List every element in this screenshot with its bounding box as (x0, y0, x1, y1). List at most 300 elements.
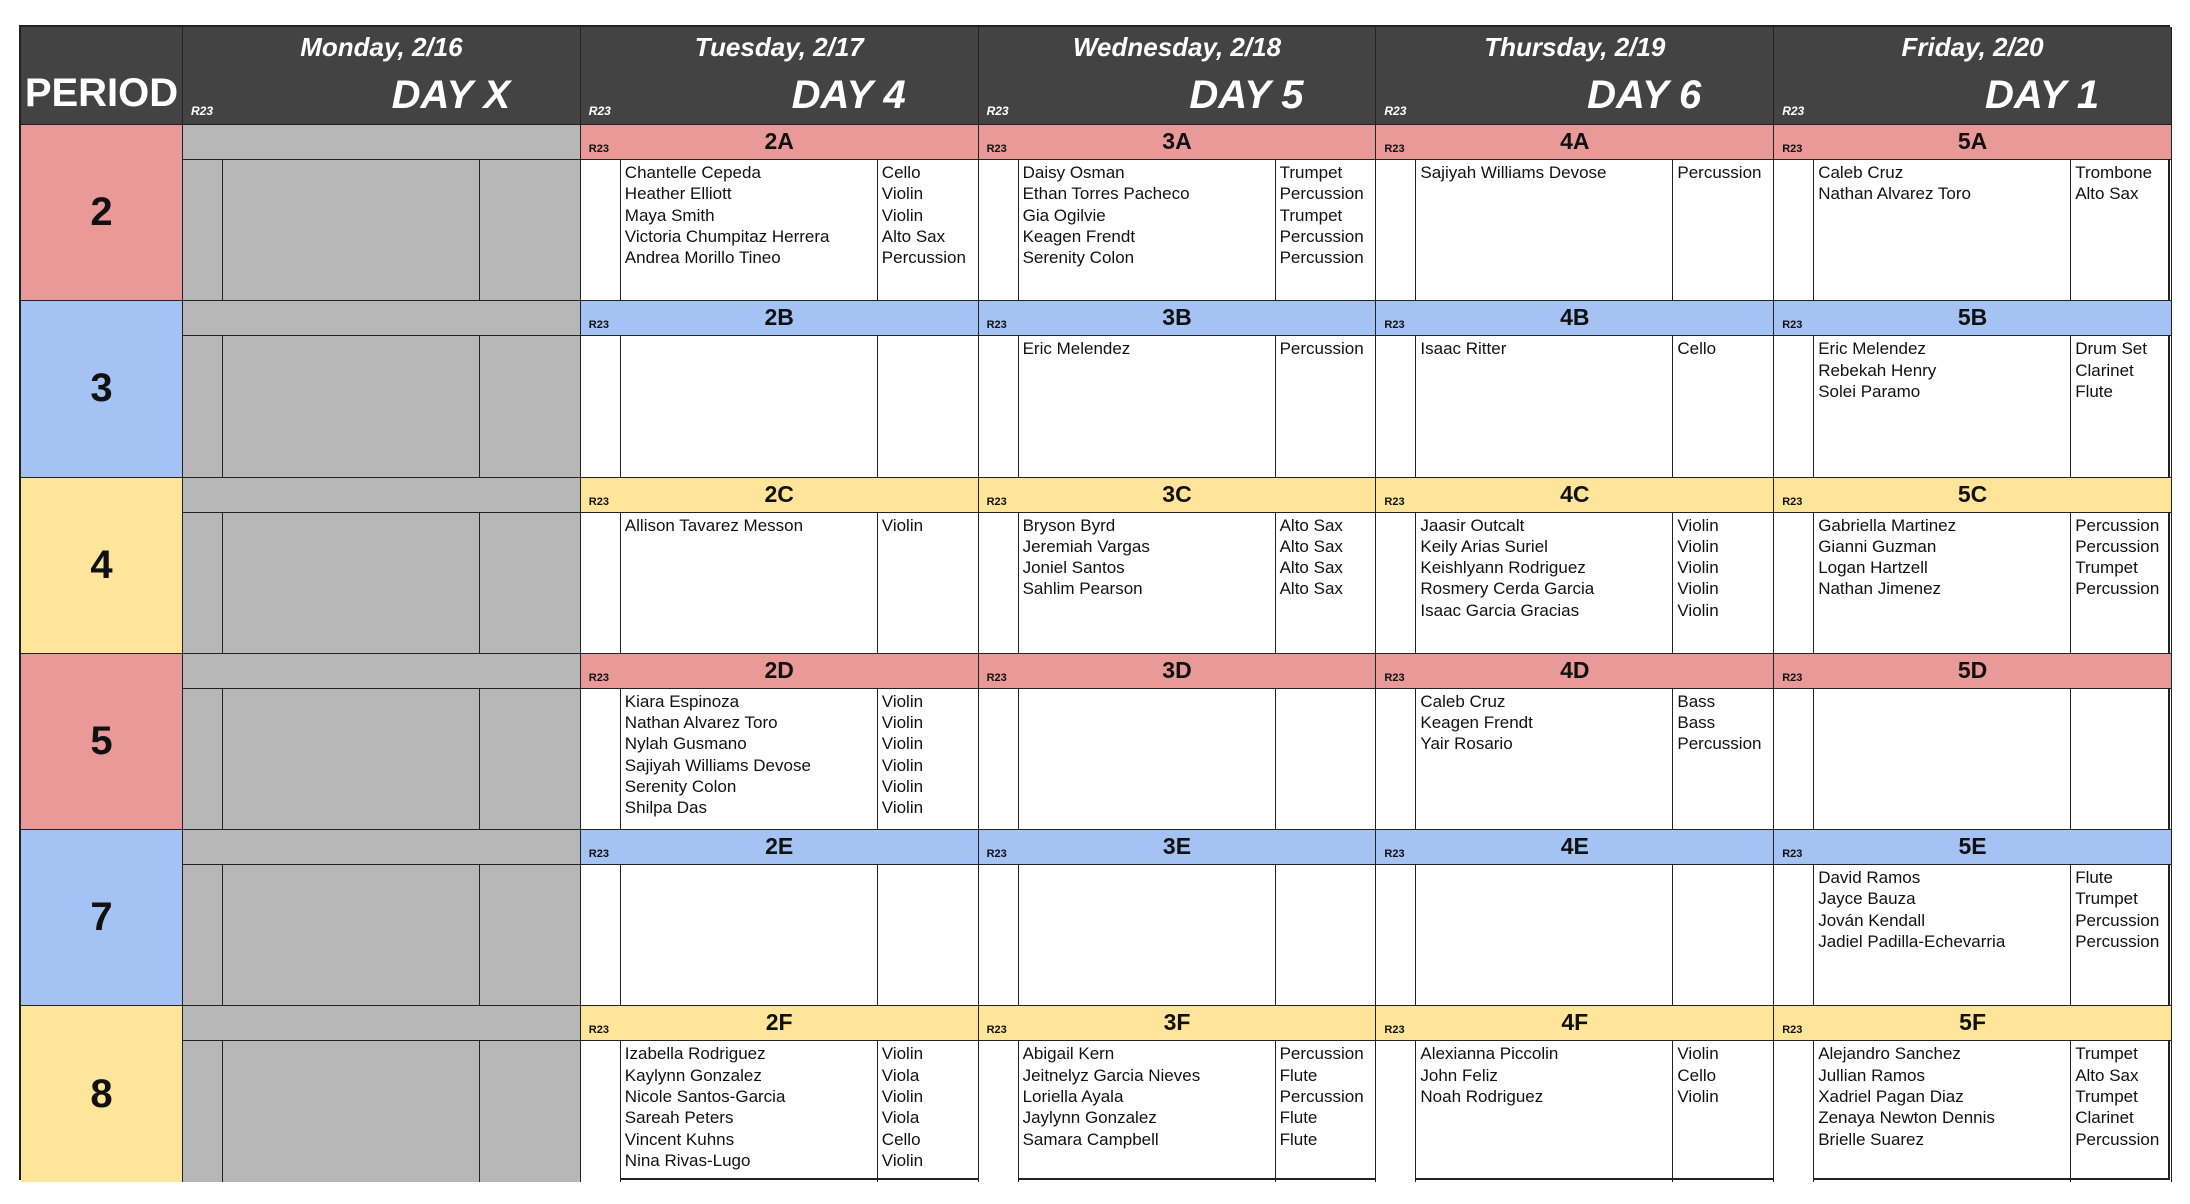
day-date: Monday, 2/16 (300, 32, 463, 62)
student-name: Jayce Bauza (1818, 889, 1916, 909)
student-names (1814, 336, 2071, 476)
student-names (621, 513, 878, 653)
spacer-column (1774, 160, 1814, 300)
instrument: Percussion (1279, 339, 1364, 359)
day-date: Wednesday, 2/18 (1072, 32, 1282, 62)
spacer-column (581, 865, 621, 1005)
room-tag: R23 (1782, 143, 1803, 155)
instrument: Alto Sax (1279, 558, 1343, 578)
student-name: Caleb Cruz (1420, 691, 1506, 711)
slot-body (581, 336, 978, 476)
period-label: 5 (21, 653, 183, 829)
spacer-column (183, 865, 223, 1005)
student-name: Daisy Osman (1022, 163, 1125, 182)
slot-header (1774, 830, 2171, 865)
section-code: 4D (1560, 656, 1590, 683)
room-tag: R23 (986, 319, 1007, 332)
slot-header (1774, 1006, 2171, 1041)
student-name: Isaac Garcia Gracias (1420, 600, 1580, 620)
instrument: Percussion (1279, 184, 1364, 204)
student-name: Kiara Espinoza (624, 691, 740, 711)
student-name: Serenity Colon (1022, 248, 1135, 268)
room-tag: R23 (588, 671, 609, 684)
instrument: Violin (1677, 1087, 1719, 1107)
instrument: Violin (881, 798, 924, 818)
class-slot (581, 829, 979, 1005)
instrument: Trumpet (2075, 1044, 2138, 1064)
student-names (223, 336, 480, 476)
slot-body (183, 1041, 580, 1181)
student-instruments (1276, 689, 1376, 829)
class-slot (979, 477, 1377, 653)
room-tag: R23 (986, 671, 1007, 684)
slot-body (979, 336, 1376, 476)
section-code: 5B (1957, 304, 1988, 331)
slot-body (183, 513, 580, 653)
room-tag: R23 (986, 848, 1007, 861)
instrument: Alto Sax (1279, 536, 1343, 556)
instrument: Percussion (2075, 579, 2160, 599)
class-slot (581, 477, 979, 653)
day-header (979, 27, 1377, 124)
instrument: Alto Sax (881, 226, 946, 246)
student-names (223, 1041, 480, 1181)
slot-header (183, 1006, 580, 1041)
instrument: Clarinet (2075, 360, 2134, 380)
slot-header (1376, 478, 1773, 513)
slot-body (1376, 689, 1773, 829)
student-names (1814, 160, 2071, 300)
student-name: Nicole Santos-Garcia (624, 1087, 786, 1107)
student-names (621, 1041, 878, 1181)
day-number: DAY 5 (1189, 73, 1304, 117)
student-instruments (480, 689, 580, 829)
student-instruments (1276, 865, 1376, 1005)
instrument: Alto Sax (2075, 1065, 2139, 1085)
student-name: Heather Elliott (624, 184, 732, 204)
student-name: Logan Hartzell (1818, 558, 1928, 578)
day-number: DAY 1 (1984, 73, 2100, 117)
period-header: PERIOD (21, 27, 183, 124)
instrument: Violin (881, 184, 924, 204)
student-name: Jován Kendall (1818, 910, 1925, 930)
class-slot (581, 124, 979, 300)
student-instruments (878, 160, 978, 300)
instrument: Alto Sax (1279, 579, 1343, 599)
student-names (621, 865, 878, 1005)
instrument: Violin (1677, 536, 1719, 556)
student-name: Victoria Chumpitaz Herrera (624, 226, 830, 246)
room-tag: R23 (1782, 848, 1803, 861)
slot-body (1376, 160, 1773, 300)
slot-header (581, 654, 978, 689)
student-names (1416, 865, 1673, 1005)
period-label: 8 (21, 1005, 183, 1181)
student-name: Serenity Colon (624, 777, 737, 797)
student-names (223, 689, 480, 829)
period-label: 3 (21, 300, 183, 476)
slot-body (1774, 1041, 2171, 1181)
student-instruments (480, 336, 580, 476)
slot-header (183, 830, 580, 865)
instrument: Violin (1677, 600, 1719, 620)
class-slot (1774, 300, 2172, 476)
student-name: Nina Rivas-Lugo (624, 1150, 751, 1170)
student-names (223, 160, 480, 300)
student-names (223, 513, 480, 653)
instrument: Alto Sax (2075, 184, 2139, 204)
student-instruments (2071, 160, 2171, 300)
room-tag: R23 (1384, 671, 1405, 684)
instrument: Percussion (1279, 1044, 1364, 1064)
blank-slot (183, 477, 581, 653)
instrument: Violin (1677, 579, 1719, 599)
period-label: 4 (21, 477, 183, 653)
spacer-column (979, 689, 1019, 829)
instrument: Percussion (2075, 910, 2160, 930)
student-instruments (1673, 160, 1773, 300)
student-name: Keishlyann Rodriguez (1420, 558, 1586, 578)
student-names (1416, 1041, 1673, 1181)
room-tag: R23 (1384, 104, 1407, 118)
slot-body (1774, 865, 2171, 1005)
student-instruments (2071, 689, 2171, 829)
instrument: Percussion (2075, 1129, 2160, 1149)
slot-header (979, 125, 1376, 160)
room-tag: R23 (986, 1024, 1007, 1037)
spacer-column (1774, 689, 1814, 829)
student-instruments (2071, 865, 2171, 1005)
schedule-grid (19, 25, 2170, 1180)
spacer-column (581, 1041, 621, 1181)
slot-header (183, 125, 580, 160)
instrument: Trumpet (2075, 1087, 2138, 1107)
slot-header (581, 301, 978, 336)
instrument: Violin (881, 1150, 924, 1170)
student-name: Zenaya Newton Dennis (1818, 1108, 1995, 1128)
instrument: Cello (1677, 1065, 1717, 1085)
spacer-column (1376, 1041, 1416, 1181)
instrument: Flute (1279, 1129, 1318, 1149)
student-instruments (878, 1041, 978, 1181)
student-instruments (1276, 1041, 1376, 1181)
student-name: Joniel Santos (1022, 558, 1125, 578)
spacer-column (1774, 513, 1814, 653)
section-code: 2C (764, 480, 794, 507)
class-slot (979, 300, 1377, 476)
room-tag: R23 (1384, 495, 1405, 508)
instrument: Drum Set (2075, 339, 2147, 359)
instrument: Percussion (1279, 1087, 1364, 1107)
section-code: 3F (1163, 1009, 1191, 1036)
slot-header (183, 301, 580, 336)
slot-header (183, 654, 580, 689)
student-name: Xadriel Pagan Diaz (1818, 1087, 1964, 1107)
student-instruments (2071, 513, 2171, 653)
spacer-column (1376, 689, 1416, 829)
instrument: Violin (1677, 1044, 1719, 1064)
student-instruments (1673, 336, 1773, 476)
student-names (1416, 513, 1673, 653)
spacer-column (1774, 1041, 1814, 1181)
slot-header (1376, 1006, 1773, 1041)
instrument: Trumpet (2075, 558, 2138, 578)
period-label: 2 (21, 124, 183, 300)
class-slot (1376, 124, 1774, 300)
class-slot (979, 124, 1377, 300)
section-code: 3E (1162, 833, 1192, 860)
student-name: Brielle Suarez (1818, 1129, 1925, 1149)
student-instruments (1673, 865, 1773, 1005)
slot-body (1376, 1041, 1773, 1181)
slot-body (581, 1041, 978, 1181)
day-date: Tuesday, 2/17 (694, 32, 864, 62)
period-label: 7 (21, 829, 183, 1005)
section-code: 5D (1957, 656, 1988, 683)
spacer-column (979, 160, 1019, 300)
room-tag: R23 (588, 143, 609, 155)
spacer-column (581, 689, 621, 829)
instrument: Viola (881, 1108, 920, 1128)
slot-body (979, 689, 1376, 829)
spacer-column (183, 513, 223, 653)
student-name: Rebekah Henry (1818, 360, 1937, 380)
instrument: Percussion (1279, 248, 1364, 268)
slot-body (581, 689, 978, 829)
class-slot (1774, 477, 2172, 653)
student-name: Solei Paramo (1818, 381, 1921, 401)
section-code: 2A (764, 128, 794, 154)
spacer-column (581, 336, 621, 476)
day-header (1376, 27, 1774, 124)
room-tag: R23 (986, 104, 1009, 118)
student-names (1814, 865, 2071, 1005)
student-names (1416, 336, 1673, 476)
section-code: 2E (765, 833, 794, 860)
slot-header (183, 478, 580, 513)
section-code: 4F (1561, 1009, 1589, 1036)
class-slot (1774, 124, 2172, 300)
slot-header (979, 478, 1376, 513)
student-name: Jaasir Outcalt (1420, 515, 1525, 535)
section-code: 5C (1957, 480, 1988, 507)
student-name: Shilpa Das (624, 798, 708, 818)
student-instruments (480, 160, 580, 300)
instrument: Cello (881, 1129, 921, 1149)
room-tag: R23 (986, 143, 1007, 155)
slot-header (1774, 478, 2171, 513)
slot-header (1376, 125, 1773, 160)
slot-header (581, 125, 978, 160)
student-name: Keagen Frendt (1420, 713, 1533, 733)
instrument: Percussion (2075, 515, 2160, 535)
student-name: Samara Campbell (1022, 1129, 1159, 1149)
student-name: David Ramos (1818, 868, 1921, 888)
class-slot (581, 300, 979, 476)
blank-slot (183, 124, 581, 300)
student-name: Allison Tavarez Messon (624, 515, 804, 535)
slot-header (1774, 125, 2171, 160)
student-name: Isaac Ritter (1420, 339, 1507, 359)
section-code: 2F (765, 1009, 793, 1036)
spacer-column (581, 160, 621, 300)
student-names (621, 160, 878, 300)
section-code: 4B (1560, 304, 1590, 331)
instrument: Violin (881, 1044, 924, 1064)
student-instruments (878, 336, 978, 476)
slot-header (979, 301, 1376, 336)
instrument: Bass (1677, 691, 1716, 711)
student-name: Sahlim Pearson (1022, 579, 1143, 599)
instrument: Violin (881, 777, 924, 797)
student-name: Yair Rosario (1420, 734, 1513, 754)
slot-body (183, 336, 580, 476)
room-tag: R23 (1782, 1024, 1803, 1037)
slot-body (1376, 336, 1773, 476)
instrument: Flute (1279, 1108, 1318, 1128)
room-tag: R23 (588, 495, 609, 508)
slot-header (1774, 301, 2171, 336)
student-name: Nathan Alvarez Toro (1818, 184, 1971, 204)
room-tag: R23 (1384, 319, 1405, 332)
section-code: 4E (1560, 833, 1589, 860)
class-slot (581, 1005, 979, 1181)
room-tag: R23 (1782, 319, 1803, 332)
student-name: Bryson Byrd (1022, 515, 1116, 535)
slot-body (183, 865, 580, 1005)
instrument: Viola (881, 1065, 920, 1085)
student-names (1416, 160, 1673, 300)
student-instruments (480, 865, 580, 1005)
student-instruments (1276, 160, 1376, 300)
slot-body (1774, 336, 2171, 476)
slot-body (183, 689, 580, 829)
section-code: 4A (1560, 128, 1590, 154)
day-number: DAY 6 (1587, 73, 1702, 117)
student-name: Jeremiah Vargas (1022, 536, 1150, 556)
instrument: Cello (1677, 339, 1717, 359)
room-tag: R23 (588, 319, 609, 332)
section-code: 3A (1162, 128, 1192, 154)
blank-slot (183, 1005, 581, 1181)
room-tag: R23 (1782, 671, 1803, 684)
room-tag: R23 (588, 848, 609, 861)
instrument: Violin (881, 205, 924, 225)
instrument: Trumpet (1279, 163, 1343, 182)
slot-body (1376, 513, 1773, 653)
section-code: 5E (1958, 833, 1987, 860)
slot-header (1376, 301, 1773, 336)
instrument: Violin (881, 713, 924, 733)
instrument: Percussion (1677, 734, 1762, 754)
blank-slot (183, 829, 581, 1005)
instrument: Flute (2075, 381, 2113, 401)
slot-header (581, 1006, 978, 1041)
student-instruments (480, 1041, 580, 1181)
room-tag: R23 (191, 104, 214, 118)
instrument: Cello (881, 163, 921, 182)
class-slot (1376, 653, 1774, 829)
student-instruments (1673, 513, 1773, 653)
instrument: Trumpet (1279, 205, 1343, 225)
student-instruments (2071, 1041, 2171, 1181)
student-instruments (2071, 336, 2171, 476)
student-name: Loriella Ayala (1022, 1087, 1124, 1107)
instrument: Flute (1279, 1065, 1318, 1085)
spacer-column (183, 160, 223, 300)
section-code: 3B (1162, 304, 1192, 331)
slot-header (581, 478, 978, 513)
section-code: 2D (764, 656, 794, 683)
instrument: Trombone (2075, 163, 2153, 182)
student-name: Gianni Guzman (1818, 536, 1937, 556)
student-instruments (480, 513, 580, 653)
spacer-column (979, 1041, 1019, 1181)
slot-body (1774, 160, 2171, 300)
student-name: Sajiyah Williams Devose (624, 755, 811, 775)
spacer-column (1774, 865, 1814, 1005)
slot-body (581, 160, 978, 300)
student-name: Rosmery Cerda Garcia (1420, 579, 1595, 599)
spacer-column (1376, 336, 1416, 476)
slot-body (581, 513, 978, 653)
slot-header (979, 654, 1376, 689)
student-names (1019, 160, 1276, 300)
blank-slot (183, 653, 581, 829)
instrument: Violin (1677, 515, 1719, 535)
student-instruments (1673, 1041, 1773, 1181)
slot-header (979, 1006, 1376, 1041)
student-name: Sajiyah Williams Devose (1420, 163, 1607, 182)
day-header (581, 27, 979, 124)
spacer-column (979, 513, 1019, 653)
student-name: Eric Melendez (1022, 339, 1131, 359)
class-slot (979, 1005, 1377, 1181)
section-code: 2B (764, 304, 794, 331)
section-code: 5A (1957, 128, 1988, 154)
slot-body (1376, 865, 1773, 1005)
spacer-column (1376, 160, 1416, 300)
student-names (1019, 513, 1276, 653)
instrument: Violin (881, 734, 924, 754)
student-instruments (1276, 513, 1376, 653)
instrument: Trumpet (2075, 889, 2138, 909)
student-name: Jadiel Padilla-Echevarria (1818, 932, 2006, 952)
instrument: Alto Sax (1279, 515, 1343, 535)
student-name: Ethan Torres Pacheco (1022, 184, 1190, 204)
slot-header (1774, 654, 2171, 689)
student-name: John Feliz (1420, 1065, 1498, 1085)
room-tag: R23 (1384, 143, 1405, 155)
student-name: Nathan Jimenez (1818, 579, 1942, 599)
student-names (1019, 865, 1276, 1005)
section-code: 4C (1560, 480, 1590, 507)
student-names (1019, 689, 1276, 829)
spacer-column (183, 1041, 223, 1181)
slot-body (581, 865, 978, 1005)
day-date: Friday, 2/20 (1901, 32, 2044, 62)
student-names (621, 336, 878, 476)
room-tag: R23 (1782, 104, 1805, 118)
student-name: Andrea Morillo Tineo (624, 248, 781, 268)
slot-body (1774, 513, 2171, 653)
student-name: Chantelle Cepeda (624, 163, 761, 182)
instrument: Flute (2075, 868, 2113, 888)
student-name: Gabriella Martinez (1818, 515, 1957, 535)
day-number: DAY 4 (791, 73, 906, 117)
room-tag: R23 (1384, 848, 1405, 861)
class-slot (979, 829, 1377, 1005)
